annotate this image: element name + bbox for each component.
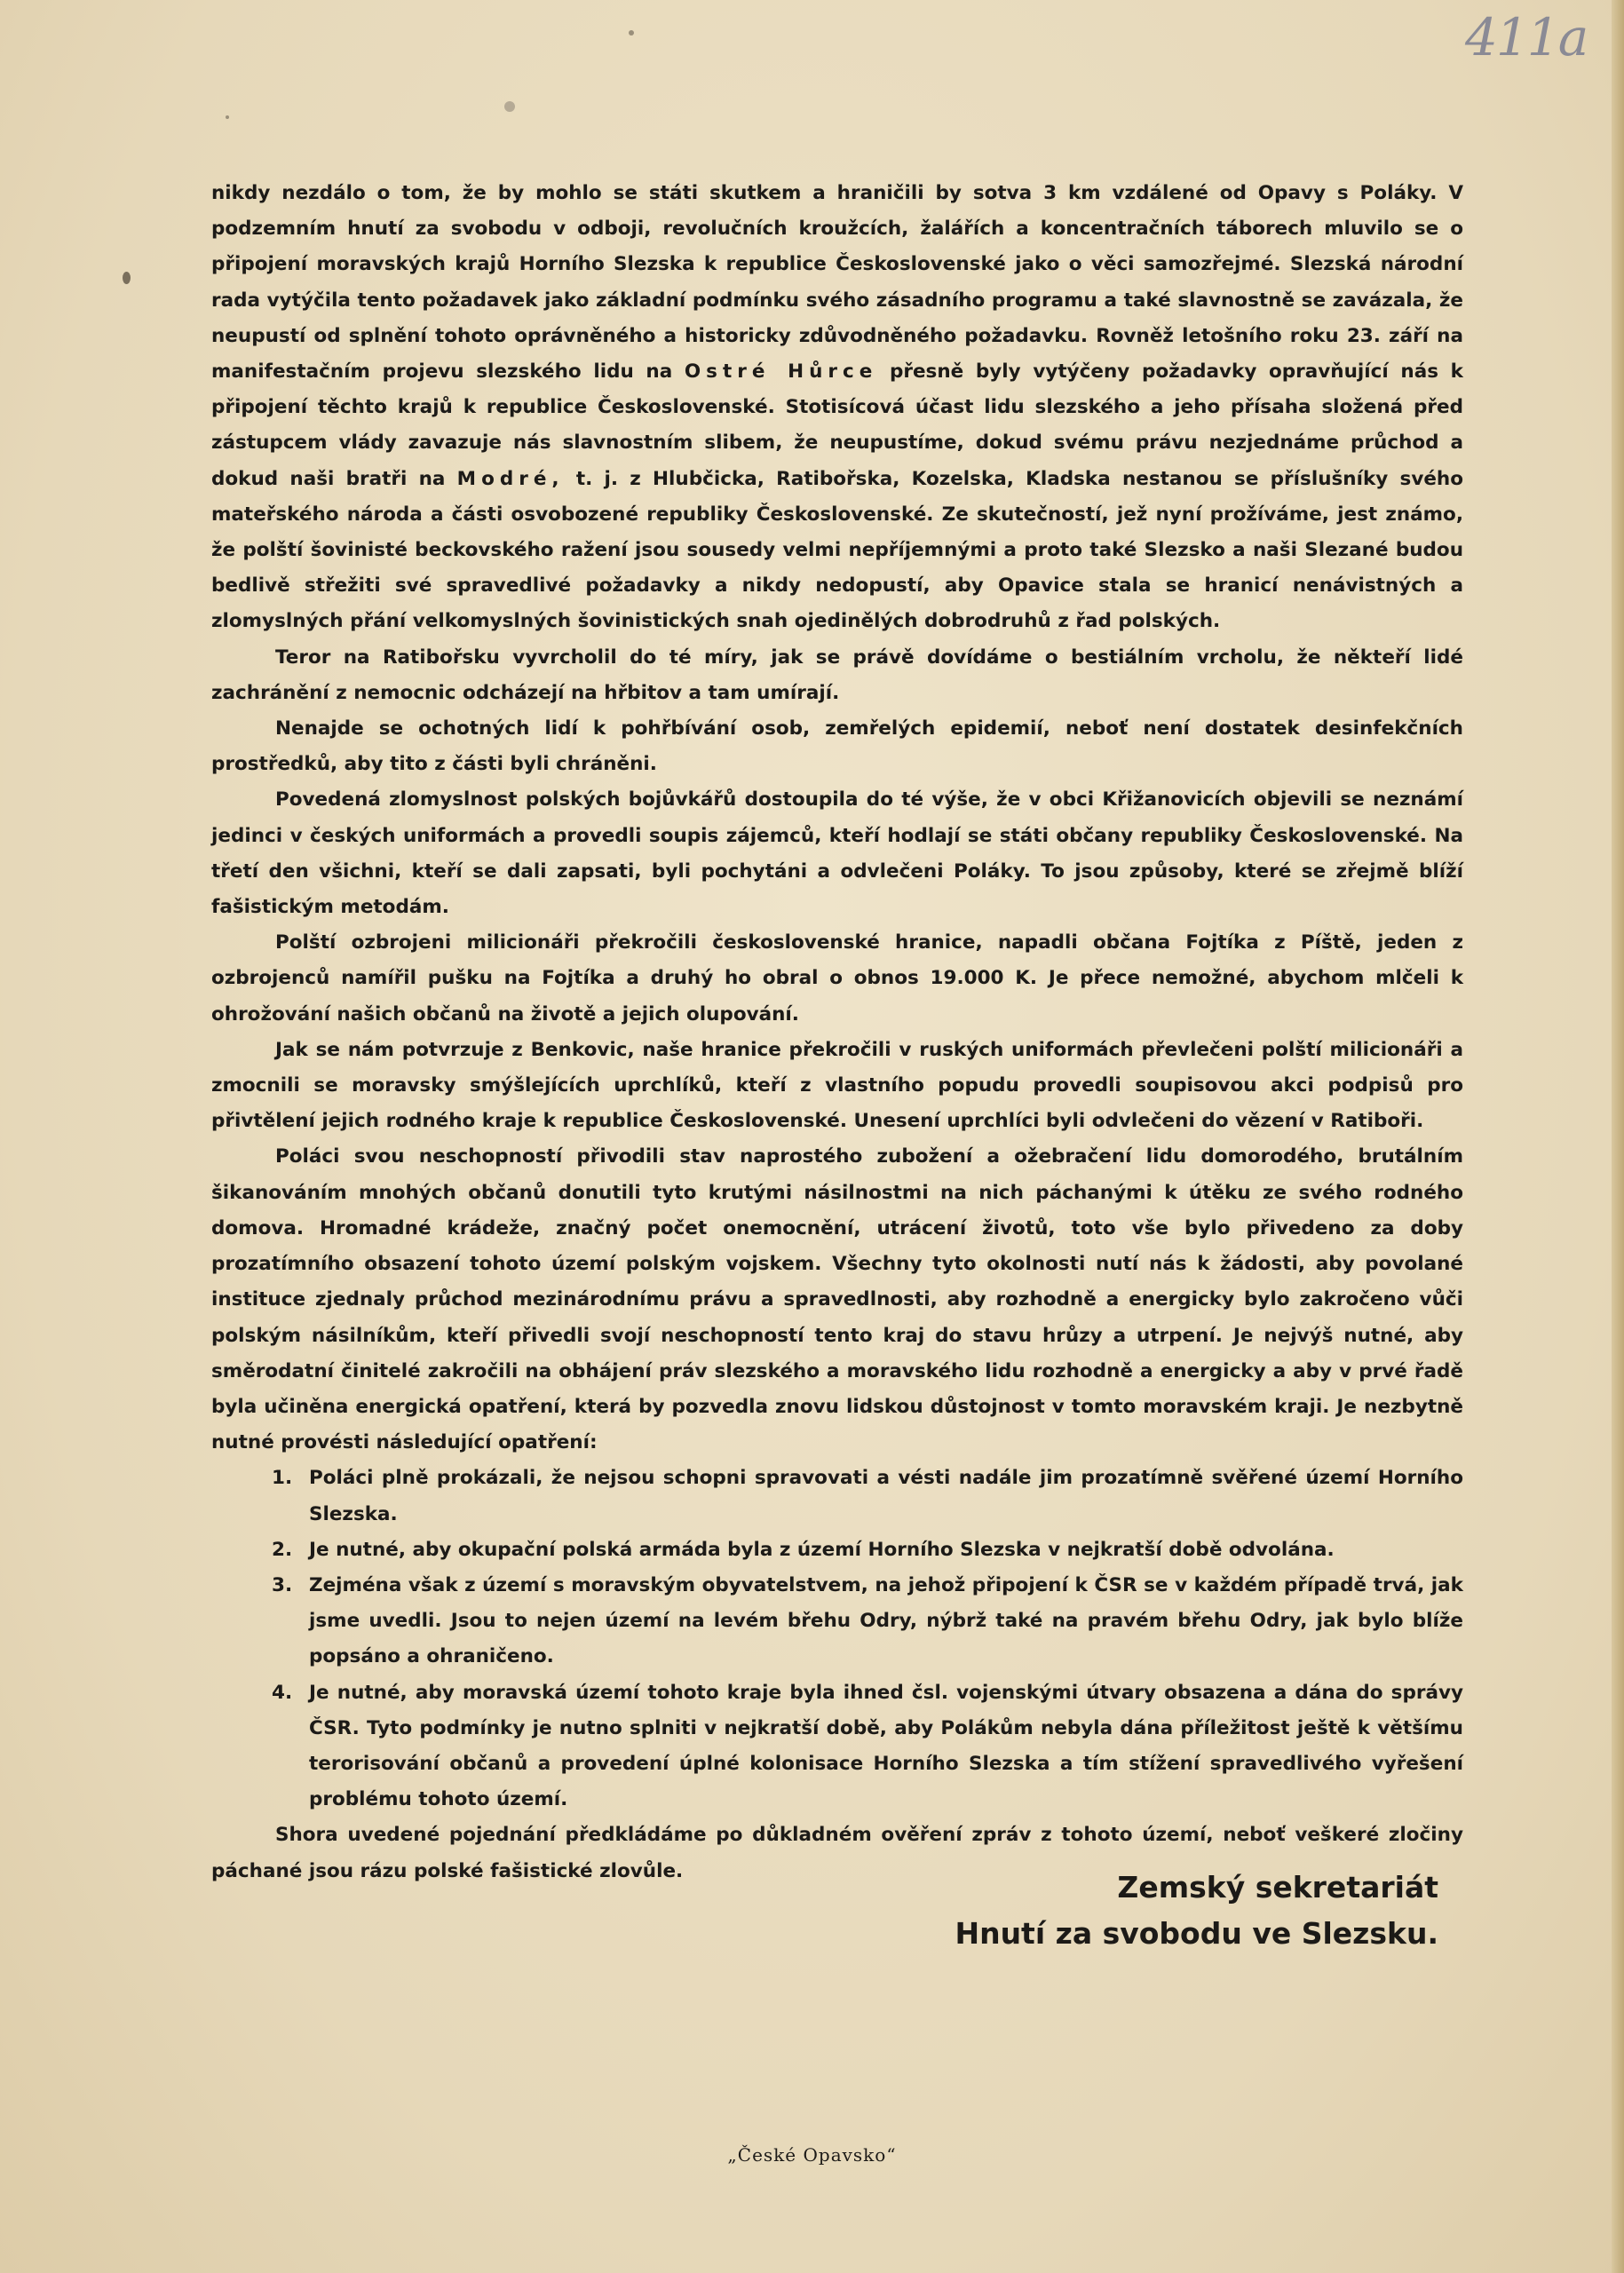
paragraph-4: Povedená zlomyslnost polských bojůvkářů dostoupila do té výše, že v obci Křižanovicích objevili se neznámí jedinci v českých uniformách a provedli soupis zájemců, kteří hodlají se státi občany republiky Československé. Na třetí den všichni, kteří se dali zapsati, byli pochytáni a odvlečeni Poláky. To jsou způsoby, které se zřejmě blíží fašistickým metodám. (211, 788, 1463, 919)
paragraph-5: Polští ozbrojeni milicionáři překročili československé hranice, napadli občana Fojtíka z Píště, jeden z ozbrojenců namířil pušku na Fojtíka a druhý ho obral o obnos 19.000 K. Je přece nemožné, abychom mlčeli k ohrožování našich občanů na životě a jejich olupování. (211, 931, 1463, 1026)
paragraph-2: Teror na Ratibořsku vyvrcholil do té míry, jak se právě dovídáme o bestiálním vrcholu, že někteří lidé zachránění z nemocnic odcházejí na hřbitov a tam umírají. (211, 645, 1463, 704)
place-modra: Modré, (456, 467, 565, 490)
paper-speck (123, 272, 131, 284)
paragraph-6: Jak se nám potvrzuje z Benkovic, naše hranice překročili v ruských uniformách převlečeni polští milicionáři a zmocnili se moravsky smýšlejících uprchlíků, kteří z vlastního popudu provedli soupisovou akci podpisů pro přivtělení jejich rodného kraje k republice Československé. Unesení uprchlíci byli odvlečeni do vězení v Ratiboři. (211, 1038, 1463, 1133)
publisher-footer: „České Opavsko“ (727, 2144, 897, 2166)
letter-body (211, 176, 1463, 1889)
paragraph-3: Nenajde se ochotných lidí k pohřbívání osob, zemřelých epidemií, neboť není dostatek desinfekčních prostředků, aby tito z části byli chráněni. (211, 717, 1463, 776)
list-item-number: 1. (272, 1467, 293, 1490)
signature-block (888, 1865, 1438, 1957)
list-item-text: Poláci plně prokázali, že nejsou schopni spravovati a vésti nadále jim prozatímně svěřené území Horního Slezska. (309, 1467, 1463, 1525)
demands-list (211, 1461, 1463, 1818)
paragraph-1-end: t. j. z Hlubčicka, Ratibořska, Kozelska, Kladska nestanou se příslušníky svého mateřského národa a části osvobozené republiky Československé. Ze skutečností, jež nyní prožíváme, jest známo, že polští šovinisté beckovského ražení jsou sousedy velmi nepříjemnými a proto také Slezsko a naši Slezané budou bedlivě střežiti své spravedlivé požadavky a nikdy nedopustí, aby Opavice stala se hranicí nenávistných a zlomyslných přání velkomyslných šovinistických snah ojedinělých dobrodruhů z řad polských. (211, 467, 1463, 633)
list-item-number: 2. (272, 1538, 293, 1561)
paper-speck (226, 115, 229, 119)
list-item (211, 1532, 1463, 1568)
closing-paragraph: Shora uvedené pojednání předkládáme po důkladném ověření zpráv z tohoto území, neboť veškeré zločiny páchané jsou rázu polské fašistické zlovůle. (211, 1824, 1463, 1882)
list-item (211, 1461, 1463, 1532)
paragraph-1 (211, 176, 1463, 640)
list-item-text: Je nutné, aby moravská území tohoto kraje byla ihned čsl. vojenskými útvary obsazena a dána do správy ČSR. Tyto podmínky je nutno splniti v nejkratší době, aby Polákům nebyla dána příležitost ještě k většímu terorisování občanů a provedení úplné kolonisace Horního Slezska a tím stížení spravedlivého vyřešení problému tohoto území. (309, 1681, 1463, 1811)
list-item (211, 1568, 1463, 1675)
archive-number-handwritten: 411a (1465, 7, 1588, 67)
list-item-text: Je nutné, aby okupační polská armáda byla z území Horního Slezska v nejkratší době odvolána. (309, 1538, 1335, 1561)
paragraph-1-start: nikdy nezdálo o tom, že by mohlo se státi skutkem a hraničili by sotva 3 km vzdálené od Opavy s Poláky. V podzemním hnutí za svobodu v odboji, revolučních kroužcích, žalářích a koncentračních táborech mluvilo se o připojení moravských krajů Horního Slezska k republice Československé jako o věci samozřejmé. Slezská národní rada vytýčila tento požadavek jako základní podmínku svého zásadního programu a také slavnostně se zavázala, že neupustí od splnění tohoto oprávněného a historicky zdůvodněného požadavku. Rovněž letošního roku 23. září na manifestačním projevu slezského lidu na (211, 182, 1463, 384)
paper-speck (504, 101, 515, 112)
list-item-text: Zejména však z území s moravským obyvatelstvem, na jehož připojení k ČSR se v každém případě trvá, jak jsme uvedli. Jsou to nejen území na levém břehu Odry, nýbrž také na pravém břehu Odry, jak bylo blíže popsáno a ohraničeno. (309, 1573, 1463, 1668)
list-item (211, 1675, 1463, 1818)
paragraph-7: Poláci svou neschopností přivodili stav naprostého zubožení a ožebračení lidu domorodého, brutálním šikanováním mnohých občanů donutili tyto krutými násilnostmi na nich páchanými k útěku ze svého rodného domova. Hromadné krádeže, značný počet onemocnění, utrácení životů, toto vše bylo přivedeno za doby prozatímního obsazení tohoto území polským vojskem. Všechny tyto okolnosti nutí nás k žádosti, aby povolané instituce zjednaly průchod mezinárodnímu právu a spravedlnosti, aby rozhodně a energicky bylo zakročeno vůči polským násilníkům, kteří přivedli svojí neschopností tento kraj do stavu hrůzy a utrpení. Je nejvýš nutné, aby směrodatní činitelé zakročili na obhájení práv slezského a moravského lidu rozhodně a energicky a aby v prvé řadě byla učiněna energická opatření, která by pozvedla znovu lidskou důstojnost v tomto moravském kraji. Je nezbytně nutné provésti následující opatření: (211, 1145, 1463, 1454)
signature-line-2: Hnutí za svobodu ve Slezsku. (955, 1916, 1438, 1951)
list-item-number: 4. (272, 1681, 293, 1704)
signature-line-1: Zemský sekretariát (1117, 1870, 1438, 1905)
paragraph-1-middle: přesně byly vytýčeny požadavky opravňující nás k připojení těchto krajů k republice Československé. Stotisícová účast lidu slezského a jeho přísaha složená před zástupcem vlády zavazuje nás slavnostním slibem, že neupustíme, dokud svému právu nezjednáme průchod a dokud naši bratři na (211, 360, 1463, 490)
paper-speck (629, 30, 634, 36)
place-ostra-hurka: Ostré Hůrce (684, 360, 878, 384)
list-item-number: 3. (272, 1573, 293, 1596)
